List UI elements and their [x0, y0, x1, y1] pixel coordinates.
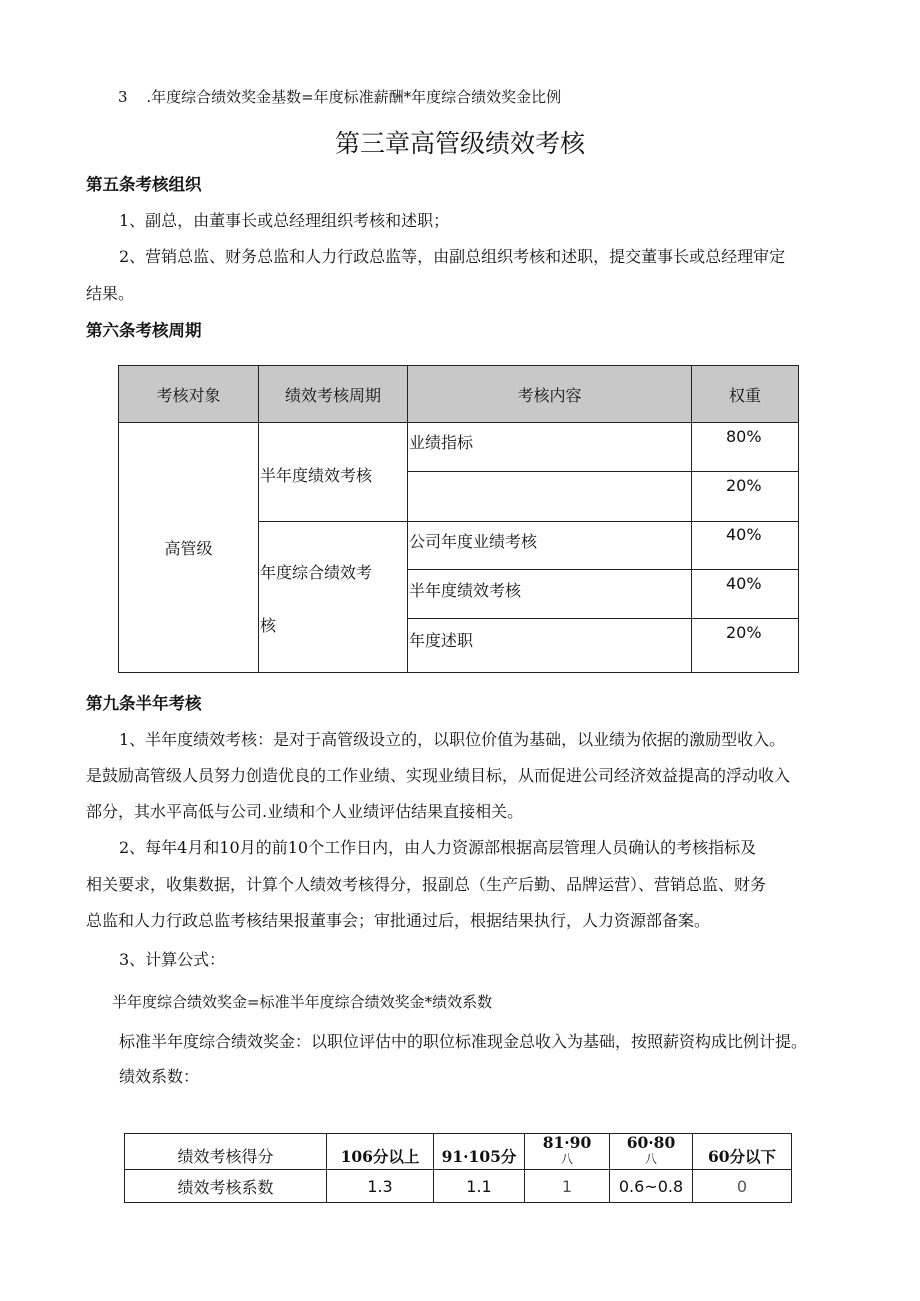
article9-p2-line1: 2、每年4月和10月的前10个工作日内，由人力资源部根据高层管理人员确认的考核指标及: [119, 838, 757, 857]
formula-line: 半年度综合绩效奖金=标准半年度综合绩效奖金*绩效系数: [112, 993, 493, 1011]
weight-text: 20%: [726, 476, 762, 495]
score-cell: [609, 1133, 693, 1170]
score-text-tail: 八: [644, 1152, 657, 1166]
score-text: 60·80: [626, 1133, 676, 1152]
content-row-2: [407, 471, 692, 522]
score-cell: 91·105分: [433, 1133, 525, 1170]
coefficient-label: 绩效系数：: [119, 1067, 200, 1086]
header-subject: 考核对象: [118, 365, 259, 423]
content-row-3: [407, 521, 692, 570]
score-cell: 60分以下: [692, 1133, 792, 1170]
article9-p2-line2: 相关要求，收集数据，计算个人绩效考核得分，报副总（生产后勤、品牌运营）、营销总监、财务: [86, 875, 767, 894]
coefficient-row-label: 绩效考核系数: [124, 1169, 327, 1203]
assessment-cycle-table: [118, 365, 799, 673]
score-cell: 106分以上: [326, 1133, 434, 1170]
article5-title: 第五条考核组织: [86, 175, 202, 194]
period-annual-cell: [258, 521, 408, 673]
weight-row-3: [691, 521, 799, 570]
period-annual-text-line2: 核: [260, 616, 277, 635]
weight-row-5: [691, 618, 799, 673]
subject-cell: [118, 422, 259, 673]
header-weight: 权重: [691, 365, 799, 423]
content-row-1: [407, 422, 692, 472]
content-text: 半年度绩效考核: [409, 581, 522, 600]
score-text: 81·90: [542, 1133, 592, 1152]
content-row-4: [407, 569, 692, 619]
period-half-year-cell: [258, 422, 408, 522]
period-half-year-text: 半年度绩效考核: [260, 466, 373, 485]
weight-text: 80%: [726, 427, 762, 446]
line-number: 3: [118, 88, 128, 106]
article6-title: 第六条考核周期: [86, 321, 202, 340]
coef-cell: 1: [524, 1169, 610, 1203]
article9-title: 第九条半年考核: [86, 694, 202, 713]
performance-coefficient-table: [124, 1133, 792, 1203]
content-text: 业绩指标: [409, 433, 474, 452]
period-annual-text-line1: 年度综合绩效考: [260, 563, 373, 582]
score-text-tail: 八: [560, 1152, 573, 1166]
coef-cell: 1.3: [326, 1169, 434, 1203]
article9-p2-line3: 总监和人力行政总监考核结果报董事会；审批通过后，根据结果执行，人力资源部备案。: [86, 911, 711, 930]
article5-p2-line1: 2、营销总监、财务总监和人力行政总监等，由副总组织考核和述职，提交董事长或总经理审定: [119, 247, 786, 266]
content-text: 公司年度业绩考核: [409, 532, 538, 551]
weight-row-2: [691, 471, 799, 522]
chapter-title: 第三章高管级绩效考核: [334, 129, 585, 158]
coef-cell: 1.1: [433, 1169, 525, 1203]
score-row-label: 绩效考核得分: [124, 1133, 327, 1170]
coef-cell: 0: [692, 1169, 792, 1203]
weight-text: 20%: [726, 623, 762, 642]
line-text: .年度综合绩效奖金基数=年度标准薪酬*年度综合绩效奖金比例: [146, 88, 562, 106]
standard-bonus-line: 标准半年度综合绩效奖金：以职位评估中的职位标准现金总收入为基础，按照薪资构成比例计提。: [119, 1032, 808, 1051]
weight-row-1: [691, 422, 799, 472]
coef-cell: 0.6~0.8: [609, 1169, 693, 1203]
article9-p3: 3、计算公式：: [119, 950, 226, 969]
article9-p1-line3: 部分，其水平高低与公司.业绩和个人业绩评估结果直接相关。: [86, 802, 524, 821]
article9-p1-line1: 1、半年度绩效考核：是对于高管级设立的，以职位价值为基础，以业绩为依据的激励型收入。: [119, 730, 786, 749]
article9-p1-line2: 是鼓励高管级人员努力创造优良的工作业绩、实现业绩目标，从而促进公司经济效益提高的浮动收入: [86, 766, 791, 785]
weight-row-4: [691, 569, 799, 619]
header-content: 考核内容: [407, 365, 692, 423]
weight-text: 40%: [726, 574, 762, 593]
score-cell: [524, 1133, 610, 1170]
article5-p2-line2: 结果。: [86, 284, 135, 303]
article5-p1: 1、副总，由董事长或总经理组织考核和述职；: [119, 211, 450, 230]
header-period: 绩效考核周期: [258, 365, 408, 423]
content-text: 年度述职: [409, 631, 474, 650]
formula-line-3: [118, 86, 561, 107]
content-row-5: [407, 618, 692, 673]
subject-text: 高管级: [164, 539, 213, 558]
weight-text: 40%: [726, 525, 762, 544]
